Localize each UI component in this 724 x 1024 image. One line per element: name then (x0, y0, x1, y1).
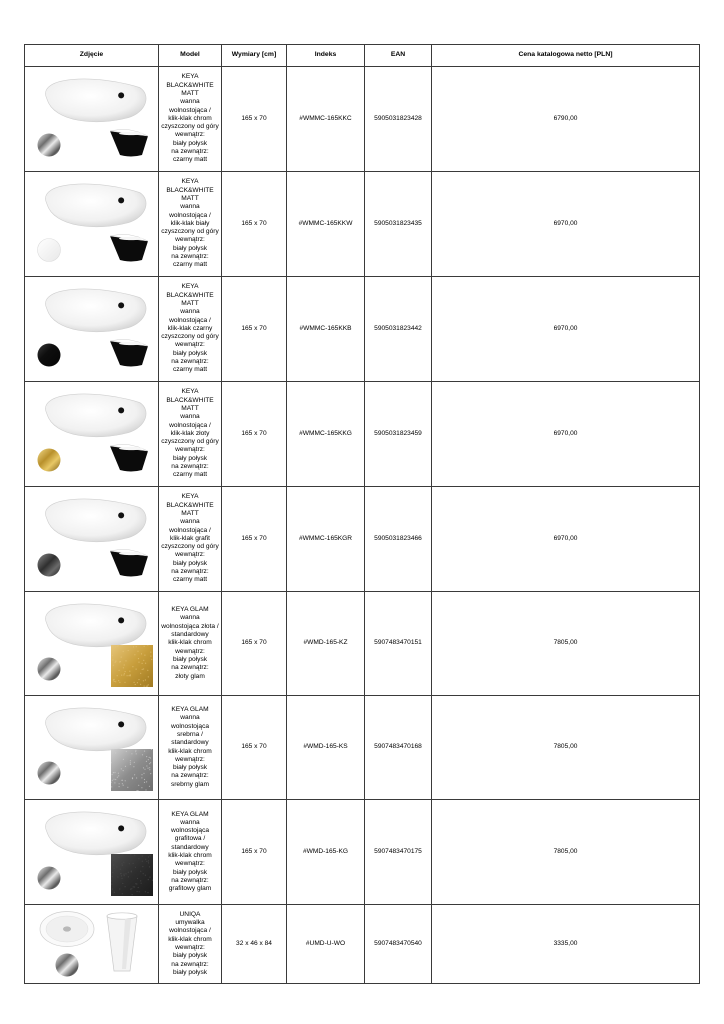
table-row (25, 487, 700, 592)
header-ean: EAN (365, 45, 432, 67)
header-price: Cena katalogowa netto [PLN] (432, 45, 700, 67)
model-line: standardowy (171, 739, 209, 747)
bathtub-side-view (109, 337, 149, 370)
bathtub-side-view (109, 127, 149, 160)
model-line: klik-klak biały (170, 219, 210, 227)
model-line: czyszczony od góry (161, 228, 219, 236)
price-cell: 7805,00 (432, 696, 700, 800)
exterior-finish-swatch (111, 645, 153, 687)
model-line: KEYA (181, 388, 199, 396)
model-line: czarny matt (172, 156, 208, 164)
product-photo-cell (25, 172, 159, 277)
model-line: na zewnątrz: (171, 148, 209, 156)
ean-cell: 5905031823442 (365, 277, 432, 382)
model-line: wewnątrz: (175, 131, 205, 139)
header-dimensions: Wymiary [cm] (222, 45, 287, 67)
washbasin-top-view (39, 910, 95, 948)
index-cell: #WMMC-165KKB (287, 277, 365, 382)
bathtub-side-view (109, 547, 149, 580)
model-line: wolnostojąca / (169, 421, 211, 429)
product-photo-cell (25, 592, 159, 696)
drain-finish-swatch (55, 953, 79, 977)
model-line: KEYA (181, 73, 199, 81)
index-cell: #WMD-165-KZ (287, 592, 365, 696)
bathtub-top-view (33, 73, 149, 125)
model-line: na zewnątrz: (171, 960, 209, 968)
product-photo (25, 382, 157, 486)
drain-finish-swatch (37, 238, 61, 262)
model-line: BLACK&WHITE (166, 501, 214, 509)
model-line: biały połysk (172, 139, 208, 147)
model-line: BLACK&WHITE (166, 186, 214, 194)
model-line: standardowy (171, 631, 209, 639)
model-line: czyszczony od góry (161, 123, 219, 131)
bathtub-top-view (33, 702, 149, 754)
model-description (159, 67, 222, 172)
product-photo (25, 277, 157, 381)
model-line: wanna (180, 203, 200, 211)
model-line: czyszczony od góry (161, 543, 219, 551)
table-row (25, 67, 700, 172)
product-photo-cell (25, 277, 159, 382)
model-line: wanna (180, 413, 200, 421)
model-line: biały połysk (172, 454, 208, 462)
model-line: wewnątrz: (175, 551, 205, 559)
price-cell: 6970,00 (432, 172, 700, 277)
exterior-finish-swatch (111, 854, 153, 896)
model-line: MATT (181, 89, 199, 97)
ean-cell: 5907483470168 (365, 696, 432, 800)
product-photo (25, 800, 157, 904)
header-model: Model (159, 45, 222, 67)
product-photo-cell (25, 905, 159, 984)
dimensions-cell: 165 x 70 (222, 800, 287, 905)
model-line: biały połysk (172, 764, 208, 772)
product-photo (25, 696, 157, 799)
price-cell: 7805,00 (432, 592, 700, 696)
index-cell: #WMMC-165KKW (287, 172, 365, 277)
dimensions-cell: 165 x 70 (222, 67, 287, 172)
price-table (24, 44, 700, 984)
model-line: na zewnątrz: (171, 772, 209, 780)
model-line: wolnostojąca (170, 722, 210, 730)
model-line: KEYA (181, 283, 199, 291)
ean-cell: 5905031823466 (365, 487, 432, 592)
dimensions-cell: 165 x 70 (222, 382, 287, 487)
model-line: wanna (180, 98, 200, 106)
model-line: MATT (181, 404, 199, 412)
model-line: na zewnątrz: (171, 876, 209, 884)
drain-finish-swatch (37, 866, 61, 890)
index-cell: #WMD-165-KS (287, 696, 365, 800)
price-cell: 6790,00 (432, 67, 700, 172)
model-line: wewnątrz: (175, 236, 205, 244)
table-row (25, 905, 700, 984)
dimensions-cell: 165 x 70 (222, 277, 287, 382)
model-line: KEYA GLAM (171, 706, 209, 714)
index-cell: #WMMC-165KKG (287, 382, 365, 487)
dimensions-cell: 165 x 70 (222, 172, 287, 277)
product-photo-cell (25, 696, 159, 800)
drain-finish-swatch (37, 448, 61, 472)
model-line: MATT (181, 509, 199, 517)
model-line: grafitowa / (174, 835, 206, 843)
model-line: wanna (180, 614, 200, 622)
ean-cell: 5905031823435 (365, 172, 432, 277)
dimensions-cell: 165 x 70 (222, 487, 287, 592)
model-line: klik-klak chrom (168, 852, 212, 859)
model-line: biały połysk (172, 952, 208, 960)
drain-finish-swatch (37, 657, 61, 681)
table-row (25, 800, 700, 905)
model-line: wolnostojąca / (169, 927, 211, 935)
model-line: KEYA GLAM (171, 810, 209, 818)
model-line: wanna (180, 714, 200, 722)
model-line: na zewnątrz: (171, 463, 209, 471)
bathtub-top-view (33, 806, 149, 858)
model-line: czyszczony od góry (161, 438, 219, 446)
index-cell: #WMMC-165KGR (287, 487, 365, 592)
model-line: srebrny glam (170, 780, 210, 788)
model-line: standardowy (171, 843, 209, 851)
dimensions-cell: 165 x 70 (222, 592, 287, 696)
index-cell: #WMMC-165KKC (287, 67, 365, 172)
model-line: wolnostojąca / (169, 106, 211, 114)
dimensions-cell: 32 x 46 x 84 (222, 905, 287, 984)
header-row (25, 45, 700, 67)
model-line: biały połysk (172, 655, 208, 663)
product-photo-cell (25, 800, 159, 905)
model-description (159, 172, 222, 277)
model-line: BLACK&WHITE (166, 396, 214, 404)
model-line: UNIQA (179, 910, 201, 918)
price-cell: 3335,00 (432, 905, 700, 984)
price-cell: 6970,00 (432, 487, 700, 592)
model-line: klik-klak chrom (168, 639, 212, 647)
model-line: na zewnątrz: (171, 253, 209, 261)
price-cell: 6970,00 (432, 382, 700, 487)
product-photo-cell (25, 382, 159, 487)
model-line: grafitowy glam (168, 885, 212, 893)
product-photo (25, 172, 157, 276)
model-line: wanna (180, 308, 200, 316)
model-line: czarny matt (172, 261, 208, 269)
price-cell: 6970,00 (432, 277, 700, 382)
model-line: KEYA (181, 493, 199, 501)
model-line: MATT (181, 194, 199, 202)
exterior-finish-swatch (111, 749, 153, 791)
model-line: wolnostojąca / (169, 526, 211, 534)
model-line: klik-klak chrom (168, 935, 212, 943)
model-line: klik-klak chrom (168, 114, 212, 122)
model-line: klik-klak chrom (168, 747, 212, 755)
bathtub-top-view (33, 283, 149, 335)
model-line: klik-klak grafit (170, 534, 210, 542)
model-description (159, 277, 222, 382)
model-description (159, 800, 222, 905)
model-line: na zewnątrz: (171, 568, 209, 576)
product-photo (25, 67, 157, 171)
ean-cell: 5905031823428 (365, 67, 432, 172)
bathtub-top-view (33, 388, 149, 440)
model-line: biały połysk (172, 244, 208, 252)
ean-cell: 5907483470175 (365, 800, 432, 905)
dimensions-cell: 165 x 70 (222, 696, 287, 800)
model-line: KEYA GLAM (171, 606, 209, 614)
model-line: czarny matt (172, 471, 208, 479)
model-line: wolnostojąca złota / (161, 622, 219, 630)
product-photo (25, 487, 157, 591)
bathtub-side-view (109, 442, 149, 475)
drain-finish-swatch (37, 553, 61, 577)
drain-finish-swatch (37, 133, 61, 157)
model-line: czarny matt (172, 366, 208, 374)
ean-cell: 5905031823459 (365, 382, 432, 487)
table-row (25, 382, 700, 487)
model-line: wewnątrz: (175, 341, 205, 349)
model-line: KEYA (181, 178, 199, 186)
model-line: BLACK&WHITE (166, 81, 214, 89)
model-line: wolnostojąca / (169, 316, 211, 324)
model-line: wewnątrz: (175, 755, 205, 763)
table-row (25, 277, 700, 382)
bathtub-top-view (33, 598, 149, 650)
index-cell: #WMD-165-KG (287, 800, 365, 905)
ean-cell: 5907483470540 (365, 905, 432, 984)
model-line: na zewnątrz: (171, 664, 209, 672)
bathtub-top-view (33, 493, 149, 545)
model-line: biały połysk (172, 349, 208, 357)
product-photo (25, 592, 157, 695)
table-row (25, 696, 700, 800)
model-line: czyszczony od góry (161, 333, 219, 341)
model-line: wanna (180, 818, 200, 826)
model-description (159, 592, 222, 696)
table-row (25, 592, 700, 696)
model-line: wewnątrz: (175, 647, 205, 655)
model-line: wewnątrz: (175, 944, 205, 951)
model-line: biały połysk (172, 868, 208, 876)
model-description (159, 382, 222, 487)
model-line: złoty glam (175, 672, 205, 680)
model-line: BLACK&WHITE (166, 291, 214, 299)
model-line: umywalka (175, 919, 205, 927)
model-line: MATT (181, 299, 199, 307)
drain-finish-swatch (37, 761, 61, 785)
header-photo: Zdjęcie (25, 45, 159, 67)
model-line: wolnostojąca (170, 827, 210, 835)
price-cell: 7805,00 (432, 800, 700, 905)
washbasin-side-view (105, 911, 139, 973)
product-photo-cell (25, 487, 159, 592)
model-line: wolnostojąca / (169, 211, 211, 219)
model-line: klik-klak czarny (167, 324, 213, 332)
model-line: klik-klak złoty (170, 429, 210, 437)
table-row (25, 172, 700, 277)
index-cell: #UMD-U-WO (287, 905, 365, 984)
model-line: wewnątrz: (175, 860, 205, 868)
bathtub-side-view (109, 232, 149, 265)
model-line: wewnątrz: (175, 446, 205, 454)
model-line: czarny matt (172, 576, 208, 584)
header-index: Indeks (287, 45, 365, 67)
ean-cell: 5907483470151 (365, 592, 432, 696)
model-description (159, 696, 222, 800)
model-description (159, 905, 222, 984)
model-description (159, 487, 222, 592)
model-line: biały połysk (172, 559, 208, 567)
bathtub-top-view (33, 178, 149, 230)
drain-finish-swatch (37, 343, 61, 367)
product-photo (25, 905, 157, 983)
model-line: wanna (180, 518, 200, 526)
model-line: srebrna / (176, 730, 204, 738)
model-line: biały połysk (172, 968, 208, 976)
product-photo-cell (25, 67, 159, 172)
model-line: na zewnątrz: (171, 358, 209, 366)
